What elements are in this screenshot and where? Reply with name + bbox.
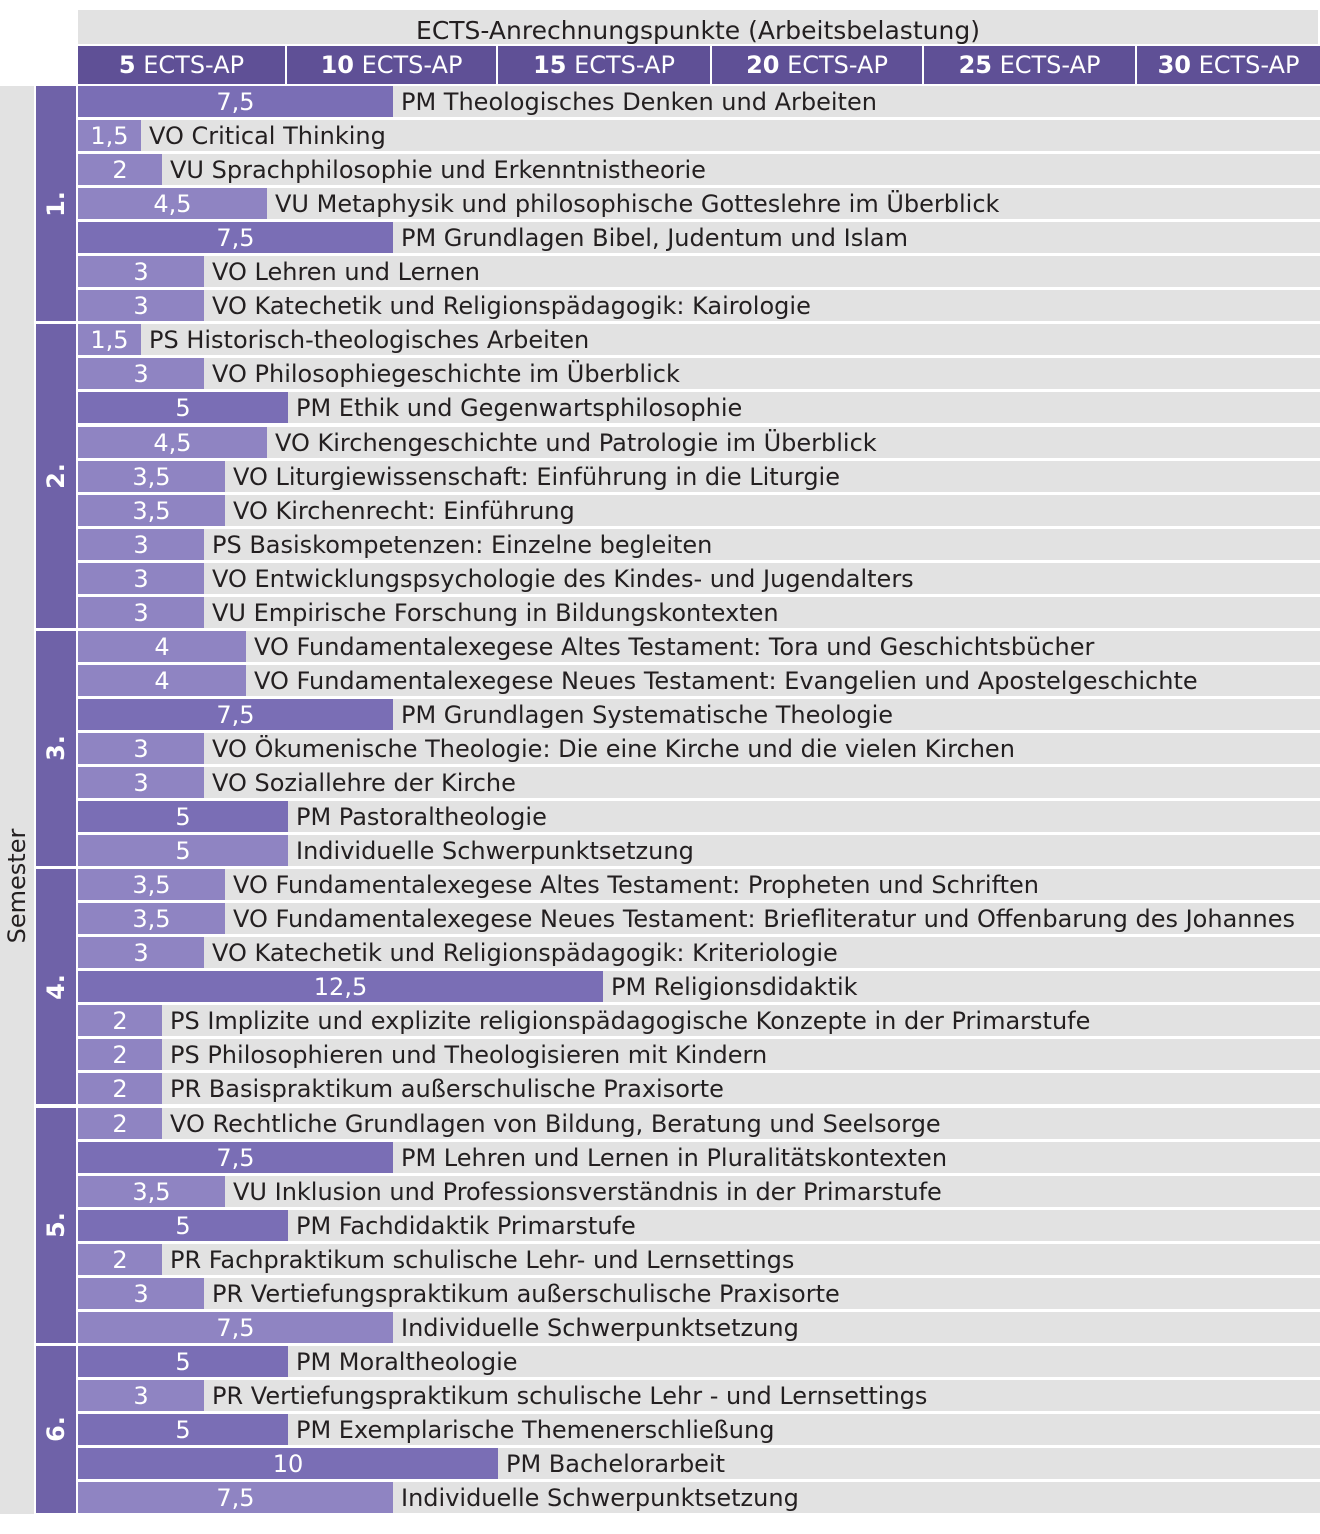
course-label: VO Lehren und Lernen bbox=[212, 258, 481, 287]
x-tick-unit: ECTS-AP bbox=[991, 51, 1101, 79]
course-label: PM Grundlagen Bibel, Judentum und Islam bbox=[401, 224, 908, 253]
course-label: VO Liturgiewissenschaft: Einführung in die Liturgie bbox=[233, 462, 840, 491]
semester-block bbox=[36, 869, 76, 1104]
course-row bbox=[78, 665, 1320, 696]
ects-bar: 2 bbox=[78, 1073, 162, 1104]
ects-bar: 3 bbox=[78, 256, 204, 287]
course-label: VO Kirchenrecht: Einführung bbox=[233, 496, 575, 525]
course-label: PR Fachpraktikum schulische Lehr- und Lernsettings bbox=[170, 1245, 795, 1274]
x-tick-label bbox=[924, 46, 1137, 84]
x-tick-unit: ECTS-AP bbox=[353, 51, 463, 79]
semester-label: 2. bbox=[42, 463, 70, 489]
course-label: PM Theologisches Denken und Arbeiten bbox=[401, 88, 877, 116]
course-row bbox=[78, 971, 1320, 1002]
semester-label: 3. bbox=[42, 735, 70, 762]
course-row bbox=[78, 801, 1320, 832]
ects-bar: 7,5 bbox=[78, 699, 393, 730]
semester-label: 4. bbox=[42, 973, 70, 1000]
course-row bbox=[78, 324, 1320, 355]
semester-block bbox=[36, 324, 76, 627]
course-row bbox=[78, 256, 1320, 287]
course-label: PM Religionsdidaktik bbox=[611, 973, 858, 1002]
course-row bbox=[78, 392, 1320, 423]
course-row bbox=[78, 835, 1320, 866]
ects-bar: 7,5 bbox=[78, 86, 393, 117]
course-label: PM Fachdidaktik Primarstufe bbox=[296, 1211, 636, 1240]
course-label: VO Fundamentalexegese Altes Testament: Propheten und Schriften bbox=[233, 871, 1040, 900]
ects-bar: 1,5 bbox=[78, 324, 141, 355]
course-label: VO Katechetik und Religionspädagogik: Kairologie bbox=[212, 292, 811, 321]
course-row bbox=[78, 597, 1320, 628]
ects-bar: 4 bbox=[78, 631, 246, 662]
ects-bar: 7,5 bbox=[78, 1142, 393, 1173]
course-row bbox=[78, 290, 1320, 321]
x-axis-header bbox=[78, 46, 1320, 84]
x-tick-unit: ECTS-AP bbox=[566, 51, 675, 79]
x-tick-number: 15 bbox=[533, 51, 567, 79]
semester-label: 6. bbox=[42, 1416, 70, 1443]
ects-bar: 5 bbox=[78, 1414, 288, 1445]
course-label: VO Fundamentalexegese Neues Testament: Briefliteratur und Offenbarung des Johannes bbox=[233, 905, 1295, 934]
course-row bbox=[78, 1176, 1320, 1207]
ects-bar: 10 bbox=[78, 1448, 498, 1479]
ects-bar: 5 bbox=[78, 835, 288, 866]
course-row bbox=[78, 154, 1320, 185]
course-row bbox=[78, 1380, 1320, 1411]
course-row bbox=[78, 1142, 1320, 1173]
course-row bbox=[78, 563, 1320, 594]
x-tick-label bbox=[1137, 46, 1320, 84]
course-row bbox=[78, 631, 1320, 662]
ects-bar: 3 bbox=[78, 767, 204, 798]
x-tick-number: 10 bbox=[320, 51, 354, 79]
x-tick-number: 20 bbox=[746, 51, 780, 79]
course-row bbox=[78, 120, 1320, 151]
ects-bar: 4,5 bbox=[78, 427, 267, 458]
course-label: PM Bachelorarbeit bbox=[506, 1450, 726, 1478]
course-label: VU Inklusion und Professionsverständnis in der Primarstufe bbox=[233, 1177, 942, 1206]
ects-bar: 4,5 bbox=[78, 188, 267, 219]
course-row bbox=[78, 869, 1320, 900]
course-row bbox=[78, 1039, 1320, 1070]
ects-bar: 1,5 bbox=[78, 120, 141, 151]
x-tick-number: 25 bbox=[958, 51, 992, 79]
ects-bar: 3,5 bbox=[78, 903, 225, 934]
course-label: PS Implizite und explizite religionspädagogische Konzepte in der Primarstufe bbox=[170, 1007, 1091, 1036]
course-label: VO Fundamentalexegese Neues Testament: Evangelien und Apostelgeschichte bbox=[254, 666, 1198, 695]
course-label: PR Vertiefungspraktikum schulische Lehr - und Lernsettings bbox=[212, 1381, 928, 1410]
course-label: PM Ethik und Gegenwartsphilosophie bbox=[296, 394, 743, 423]
ects-bar: 2 bbox=[78, 1108, 162, 1139]
course-row bbox=[78, 1346, 1320, 1377]
ects-bar: 3 bbox=[78, 1380, 204, 1411]
course-label: VO Kirchengeschichte und Patrologie im Überblick bbox=[275, 428, 877, 457]
ects-bar: 3,5 bbox=[78, 1176, 225, 1207]
ects-bar: 2 bbox=[78, 1005, 162, 1036]
course-row bbox=[78, 699, 1320, 730]
ects-bar: 3 bbox=[78, 529, 204, 560]
ects-bar: 2 bbox=[78, 1244, 162, 1275]
ects-bar: 3 bbox=[78, 358, 204, 389]
course-row bbox=[78, 1312, 1320, 1343]
course-label: VO Philosophiegeschichte im Überblick bbox=[212, 360, 680, 389]
ects-bar: 3 bbox=[78, 937, 204, 968]
ects-bar: 2 bbox=[78, 1039, 162, 1070]
course-row bbox=[78, 1482, 1320, 1513]
semester-label: 1. bbox=[42, 190, 70, 217]
course-label: Individuelle Schwerpunktsetzung bbox=[401, 1484, 799, 1512]
x-tick-label bbox=[287, 46, 498, 84]
ects-bar: 3,5 bbox=[78, 461, 225, 492]
course-label: Individuelle Schwerpunktsetzung bbox=[296, 837, 694, 866]
course-label: VO Fundamentalexegese Altes Testament: Tora und Geschichtsbücher bbox=[254, 632, 1095, 661]
course-row bbox=[78, 1278, 1320, 1309]
x-tick-number: 5 bbox=[118, 51, 136, 79]
semester-block bbox=[36, 86, 76, 321]
x-tick-label bbox=[712, 46, 924, 84]
course-row bbox=[78, 1005, 1320, 1036]
course-row bbox=[78, 188, 1320, 219]
x-tick-unit: ECTS-AP bbox=[135, 51, 245, 79]
course-row bbox=[78, 903, 1320, 934]
course-label: VO Ökumenische Theologie: Die eine Kirche und die vielen Kirchen bbox=[212, 734, 1015, 763]
course-row bbox=[78, 1210, 1320, 1241]
ects-bar: 7,5 bbox=[78, 1312, 393, 1343]
course-row bbox=[78, 222, 1320, 253]
course-row bbox=[78, 1244, 1320, 1275]
ects-bar: 2 bbox=[78, 154, 162, 185]
course-label: PS Basiskompetenzen: Einzelne begleiten bbox=[212, 530, 713, 559]
course-label: PS Historisch-theologisches Arbeiten bbox=[149, 326, 590, 355]
course-label: VU Sprachphilosophie und Erkenntnistheorie bbox=[170, 156, 706, 185]
course-label: PM Grundlagen Systematische Theologie bbox=[401, 700, 894, 729]
x-tick-unit: ECTS-AP bbox=[1190, 51, 1300, 79]
course-row bbox=[78, 733, 1320, 764]
ects-bar: 5 bbox=[78, 1210, 288, 1241]
ects-bar: 7,5 bbox=[78, 222, 393, 253]
course-row bbox=[78, 767, 1320, 798]
course-label: PM Moraltheologie bbox=[296, 1347, 518, 1376]
semester-block bbox=[36, 631, 76, 866]
course-row bbox=[78, 427, 1320, 458]
course-label: Individuelle Schwerpunktsetzung bbox=[401, 1313, 799, 1342]
course-label: PM Exemplarische Themenerschließung bbox=[296, 1415, 775, 1444]
ects-bar: 5 bbox=[78, 392, 288, 423]
course-label: VO Soziallehre der Kirche bbox=[212, 769, 516, 797]
ects-bar: 3,5 bbox=[78, 869, 225, 900]
semester-label: 5. bbox=[42, 1212, 70, 1239]
chart-title: ECTS-Anrechnungspunkte (Arbeitsbelastung) bbox=[78, 10, 1318, 44]
course-label: PM Pastoraltheologie bbox=[296, 803, 547, 831]
course-row bbox=[78, 358, 1320, 389]
course-label: VU Empirische Forschung in Bildungskontexten bbox=[212, 598, 779, 627]
semester-block bbox=[36, 1108, 76, 1343]
course-row bbox=[78, 529, 1320, 560]
ects-bar: 7,5 bbox=[78, 1482, 393, 1513]
course-label: VO Rechtliche Grundlagen von Bildung, Beratung und Seelsorge bbox=[170, 1109, 941, 1138]
ects-bar: 3 bbox=[78, 733, 204, 764]
ects-bar: 5 bbox=[78, 1346, 288, 1377]
y-axis-label: Semester bbox=[3, 828, 31, 944]
course-label: VO Entwicklungspsychologie des Kindes- und Jugendalters bbox=[212, 564, 914, 593]
course-row bbox=[78, 1414, 1320, 1445]
x-tick-label bbox=[498, 46, 712, 84]
ects-bar: 4 bbox=[78, 665, 246, 696]
course-label: PR Basispraktikum außerschulische Praxisorte bbox=[170, 1075, 724, 1104]
y-axis-label-column bbox=[0, 86, 34, 1514]
course-row bbox=[78, 495, 1320, 526]
x-tick-number: 30 bbox=[1157, 51, 1191, 79]
x-tick-label bbox=[78, 46, 287, 84]
course-row bbox=[78, 461, 1320, 492]
ects-bar: 3 bbox=[78, 1278, 204, 1309]
course-label: VO Katechetik und Religionspädagogik: Kriteriologie bbox=[212, 939, 838, 968]
ects-bar: 3 bbox=[78, 597, 204, 628]
course-row bbox=[78, 1448, 1320, 1479]
course-row bbox=[78, 86, 1320, 117]
course-row bbox=[78, 937, 1320, 968]
x-tick-unit: ECTS-AP bbox=[779, 51, 888, 79]
course-label: PR Vertiefungspraktikum außerschulische Praxisorte bbox=[212, 1279, 840, 1308]
course-label: VU Metaphysik und philosophische Gotteslehre im Überblick bbox=[275, 190, 1000, 219]
course-label: PS Philosophieren und Theologisieren mit Kindern bbox=[170, 1041, 768, 1070]
ects-bar: 3 bbox=[78, 290, 204, 321]
course-row bbox=[78, 1108, 1320, 1139]
ects-bar: 3 bbox=[78, 563, 204, 594]
course-label: VO Critical Thinking bbox=[149, 122, 386, 150]
ects-bar: 12,5 bbox=[78, 971, 603, 1002]
semester-block bbox=[36, 1346, 76, 1513]
course-row bbox=[78, 1073, 1320, 1104]
ects-bar: 3,5 bbox=[78, 495, 225, 526]
ects-bar: 5 bbox=[78, 801, 288, 832]
course-label: PM Lehren und Lernen in Pluralitätskontexten bbox=[401, 1143, 948, 1172]
